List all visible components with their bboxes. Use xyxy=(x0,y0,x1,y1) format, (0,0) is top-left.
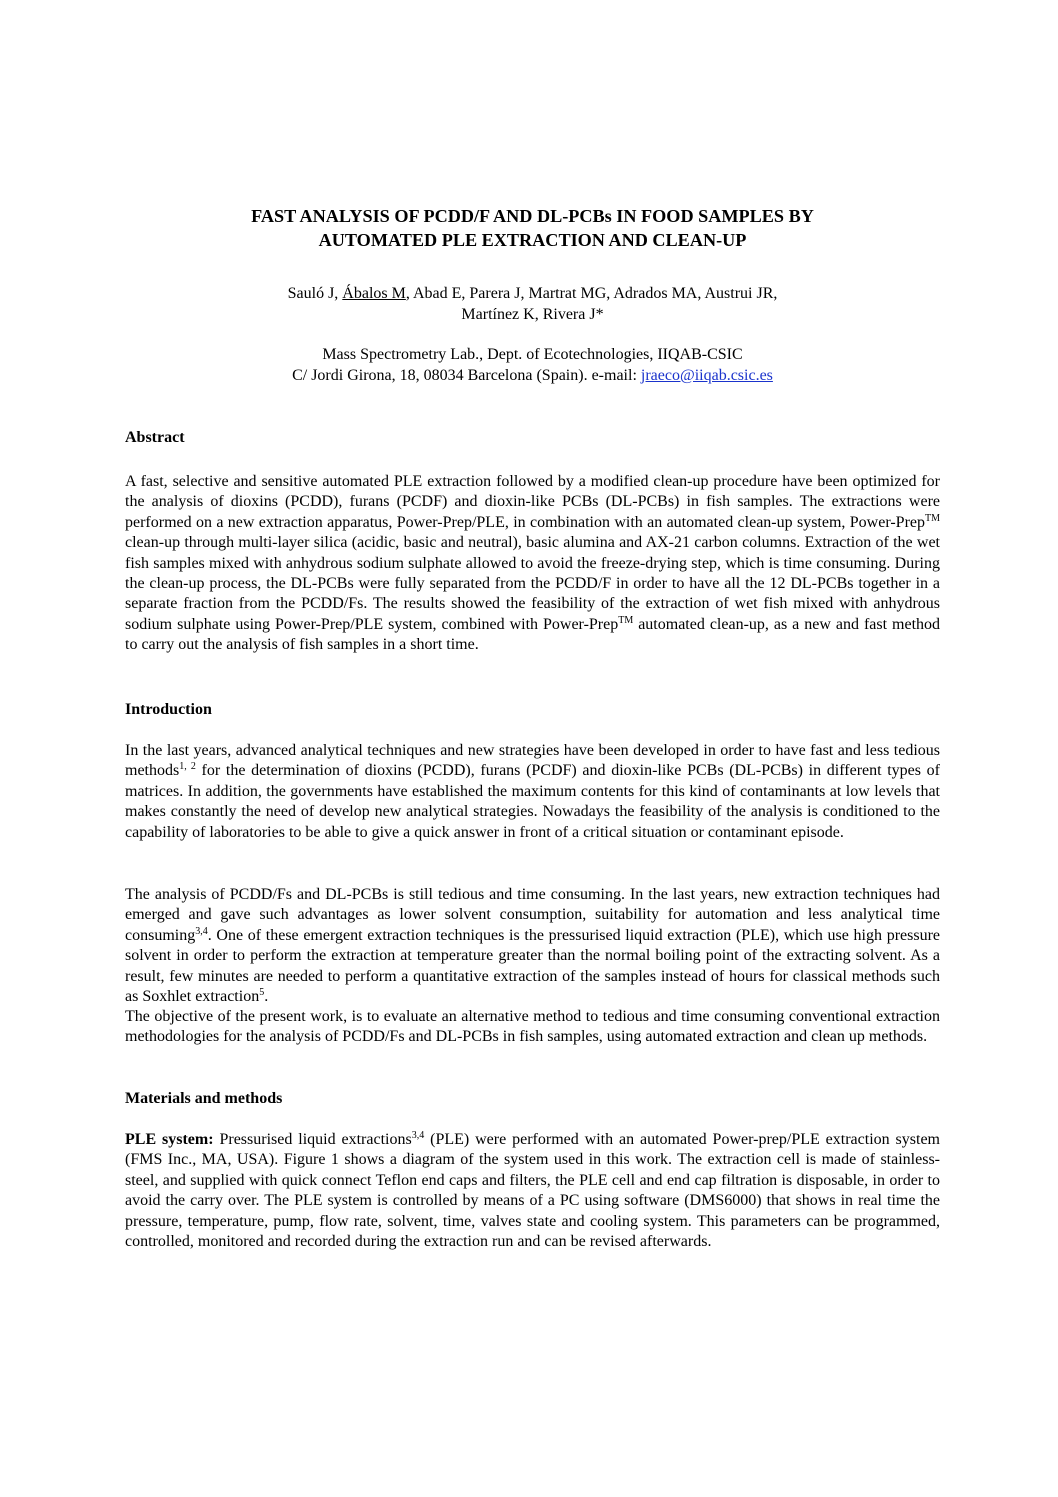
citation-sup-methods: 3,4 xyxy=(411,1130,425,1141)
paper-title xyxy=(125,204,940,252)
authors-line-1 xyxy=(125,283,940,304)
email-link[interactable]: jraeco@iiqab.csic.es xyxy=(640,367,773,384)
abstract-paragraph xyxy=(125,472,940,656)
intro-p1-text-a: In the last years, advanced analytical techniques and new strategies have been developed in order to have fast and less tedious methods xyxy=(125,742,940,780)
abstract-text-2: clean-up through multi-layer silica (acidic, basic and neutral), basic alumina and AX-21 carbon columns. Extraction of the wet fish samples mixed with anhydrous sodium sulphate allowed to avoid the freeze-drying step, which is time consuming. During the clean-up process, the DL-PCBs were fully separated from the PCDD/F in order to have all the 12 DL-PCBs together in a separate fraction from the PCDD/Fs. The results showed the feasibility of the extraction of wet fish mixed with anhydrous sodium sulphate using Power-Prep/PLE system, combined with Power-Prep xyxy=(125,534,940,633)
authors-rest: , Abad E, Parera J, Martrat MG, Adrados MA, Austrui JR, xyxy=(405,285,778,302)
affiliation-line-1: Mass Spectrometry Lab., Dept. of Ecotechnologies, IIQAB-CSIC xyxy=(322,346,743,363)
introduction-paragraph-3: The objective of the present work, is to evaluate an alternative method to tedious and time consuming conventional extraction methodologies for the analysis of PCDD/Fs and DL-PCBs in fish samples, using automated extraction and clean up methods. xyxy=(125,1008,940,1046)
authors-line-2: Martínez K, Rivera J* xyxy=(461,306,604,323)
address-text: C/ Jordi Girona, 18, 08034 Barcelona (Spain). e-mail: xyxy=(292,367,641,384)
methods-text-b: (PLE) were performed with an automated Power-prep/PLE extraction system (FMS Inc., MA, USA). Figure 1 shows a diagram of the system used in this work. The extraction cell is made of stainless-steel, and supplied with quick connect Teflon end caps and filters, the PLE cell and end cap filtration is disposable, in order to avoid the carry over. The PLE system is controlled by means of a PC using software (DMS6000) that shows in real time the pressure, temperature, pump, flow rate, solvent, time, valves state and cooling system. This parameters can be programmed, controlled, monitored and recorded during the extraction run and can be revised afterwards. xyxy=(125,1131,940,1251)
intro-p1-text-b: for the determination of dioxins (PCDD), furans (PCDF) and dioxin-like PCBs (DL-PCBs) in different types of matrices. In addition, the governments have established the maximum contents for this kind of contaminants at low levels that makes constantly the need of develop new analytical strategies. Nowadays the feasibility of the analysis is conditioned to the capability of laboratories to be able to give a quick answer in front of a critical situation or contaminant episode. xyxy=(125,762,941,841)
intro-p2-text-b: . One of these emergent extraction techniques is the pressurised liquid extraction (PLE), which use high pressure solvent in order to perform the extraction at temperature greater than the normal boiling point of the extracting solvent. As a result, few minutes are needed to perform a quantitative extraction of the samples instead of hours for classical methods such as Soxhlet extraction xyxy=(125,926,940,1006)
methods-heading: Materials and methods xyxy=(125,1090,283,1107)
intro-p2-text-a: The analysis of PCDD/Fs and DL-PCBs is still tedious and time consuming. In the last years, new extraction techniques had emerged and gave such advantages as lower solvent consumption, suitability for automation and less analytical time consuming xyxy=(125,886,940,944)
abstract-heading: Abstract xyxy=(125,429,185,446)
citation-sup-3-4: 3,4 xyxy=(195,925,208,937)
title-line-1: FAST ANALYSIS OF PCDD/F AND DL-PCBs IN FOOD SAMPLES BY xyxy=(251,206,814,226)
trademark-sup-2: TM xyxy=(618,614,634,626)
affiliation xyxy=(125,344,940,386)
affiliation-line-2 xyxy=(125,365,940,386)
author-first: Sauló J, xyxy=(287,285,343,302)
title-line-2: AUTOMATED PLE EXTRACTION AND CLEAN-UP xyxy=(318,230,747,250)
ple-system-paragraph xyxy=(125,1130,940,1252)
citation-sup-1-2: 1, 2 xyxy=(179,761,196,773)
presenting-author: Ábalos M xyxy=(342,285,406,302)
author-list xyxy=(125,283,940,325)
introduction-paragraph-2 xyxy=(125,885,940,1007)
abstract-text-3: automated clean-up, as a new and fast method to carry out the analysis of fish samples in a short time. xyxy=(125,615,941,654)
intro-p2-text-c: . xyxy=(264,988,269,1006)
abstract-text-1: A fast, selective and sensitive automated PLE extraction followed by a modified clean-up procedure have been optimized for the analysis of dioxins (PCDD), furans (PCDF) and dioxin-like PCBs (DL-PCBs) in fish samples. The extractions were performed on a new extraction apparatus, Power-Prep/PLE, in combination with an automated clean-up system, Power-Prep xyxy=(125,473,940,531)
methods-text-a: Pressurised liquid extractions xyxy=(213,1131,412,1148)
introduction-paragraph-1 xyxy=(125,741,940,843)
citation-sup-5: 5 xyxy=(259,987,265,999)
ple-system-lead: PLE system: xyxy=(125,1131,214,1148)
trademark-sup-1: TM xyxy=(925,512,940,524)
introduction-heading: Introduction xyxy=(125,701,212,718)
